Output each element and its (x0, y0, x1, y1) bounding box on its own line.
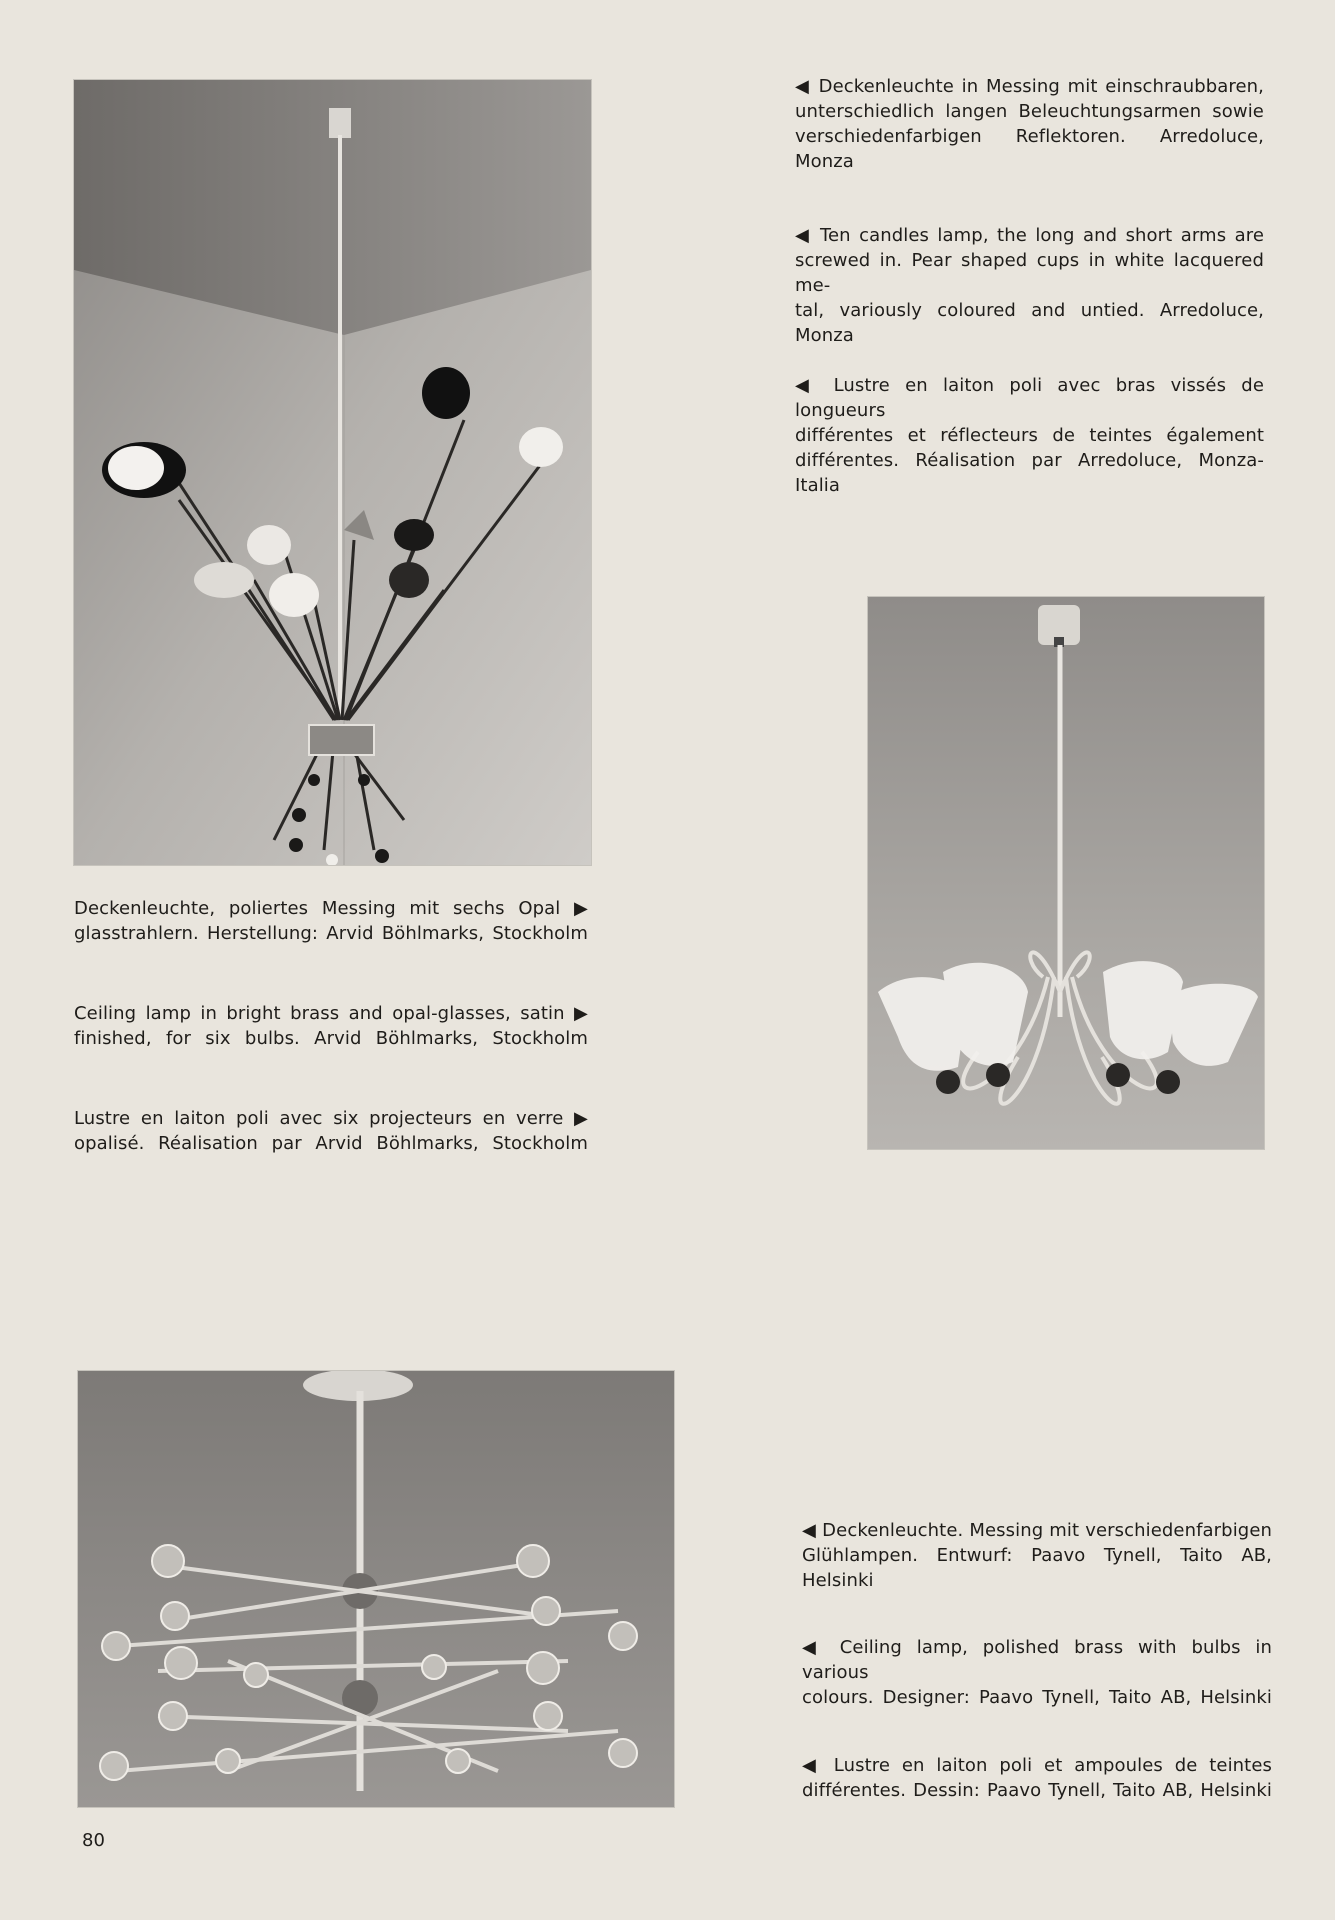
caption-line: différentes et réflecteurs de teintes également (795, 425, 1264, 446)
caption-tynell-de (802, 1518, 1272, 1593)
photo-bohlmarks-lamp (868, 597, 1264, 1149)
caption-arredoluce-en (795, 223, 1264, 348)
caption-line: ◀ Lustre en laiton poli et ampoules de teintes (802, 1755, 1272, 1776)
photo-tynell-lamp (78, 1371, 674, 1807)
caption-line: screwed in. Pear shaped cups in white lacquered me- (795, 250, 1264, 296)
caption-line: Ceiling lamp in bright brass and opal-glasses, satin ▶ (74, 1003, 588, 1024)
caption-line: finished, for six bulbs. Arvid Böhlmarks, Stockholm (74, 1028, 588, 1049)
caption-line: ◀ Deckenleuchte. Messing mit verschiedenfarbigen (802, 1520, 1272, 1541)
caption-bohlmarks-en (74, 1001, 588, 1051)
caption-tynell-en (802, 1635, 1272, 1710)
caption-line: glasstrahlern. Herstellung: Arvid Böhlmarks, Stockholm (74, 923, 588, 944)
caption-line: unterschiedlich langen Beleuchtungsarmen sowie (795, 101, 1264, 122)
caption-line: opalisé. Réalisation par Arvid Böhlmarks, Stockholm (74, 1133, 588, 1154)
caption-bohlmarks-fr (74, 1106, 588, 1156)
caption-line: verschiedenfarbigen Reflektoren. Arredoluce, Monza (795, 126, 1264, 172)
caption-line: différentes. Dessin: Paavo Tynell, Taito AB, Helsinki (802, 1780, 1272, 1801)
caption-bohlmarks-de (74, 896, 588, 946)
caption-tynell-fr (802, 1753, 1272, 1803)
caption-arredoluce-de (795, 74, 1264, 174)
caption-line: ◀ Deckenleuchte in Messing mit einschraubbaren, (795, 76, 1264, 97)
caption-line: colours. Designer: Paavo Tynell, Taito AB, Helsinki (802, 1687, 1272, 1708)
caption-line: Lustre en laiton poli avec six projecteurs en verre ▶ (74, 1108, 588, 1129)
caption-line: Deckenleuchte, poliertes Messing mit sechs Opal ▶ (74, 898, 588, 919)
caption-line: ◀ Ten candles lamp, the long and short arms are (795, 225, 1264, 246)
caption-line: tal, variously coloured and untied. Arredoluce, Monza (795, 300, 1264, 346)
caption-line: ◀ Ceiling lamp, polished brass with bulbs in various (802, 1637, 1272, 1683)
photo-arredoluce-lamp (74, 80, 591, 865)
caption-line: différentes. Réalisation par Arredoluce, Monza-Italia (795, 450, 1264, 496)
caption-arredoluce-fr (795, 373, 1264, 498)
caption-line: ◀ Lustre en laiton poli avec bras vissés de longueurs (795, 375, 1264, 421)
caption-line: Glühlampen. Entwurf: Paavo Tynell, Taito AB, Helsinki (802, 1545, 1272, 1591)
page-number: 80 (82, 1830, 105, 1851)
